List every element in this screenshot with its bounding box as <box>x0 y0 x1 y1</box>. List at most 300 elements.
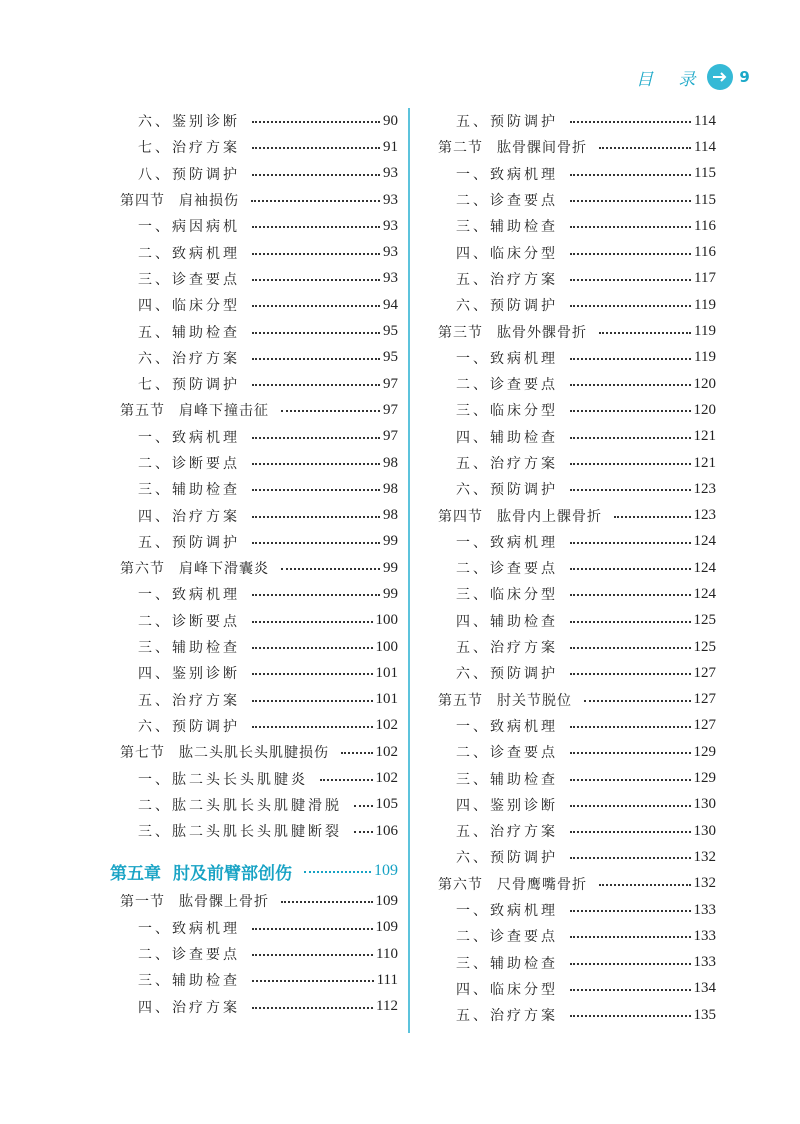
toc-entry-page: 93 <box>383 217 398 234</box>
toc-entry-page: 116 <box>694 244 716 261</box>
toc-entry-label: 一、致病机理 <box>138 587 240 604</box>
toc-item-entry[interactable] <box>110 108 398 134</box>
toc-entry-label: 二、致病机理 <box>138 245 240 262</box>
toc-entry-label: 三、辅助检查 <box>138 482 240 499</box>
toc-entry-number: 第三节 <box>438 324 483 341</box>
toc-entry-title: 肱骨内上髁骨折 <box>497 508 602 525</box>
toc-entry-label: 四、临床分型 <box>138 298 240 315</box>
toc-entry-page: 117 <box>694 270 716 287</box>
toc-item-entry[interactable] <box>428 950 716 976</box>
toc-entry-page: 134 <box>693 980 716 997</box>
dot-leader <box>570 910 691 912</box>
dot-leader <box>570 358 691 360</box>
toc-entry-page: 133 <box>693 927 716 944</box>
toc-entry-title: 肱骨髁上骨折 <box>179 894 269 911</box>
toc-entry-label: 六、预防调护 <box>456 850 558 867</box>
toc-entry-number: 第六节 <box>438 876 483 893</box>
toc-entry-label <box>438 137 587 157</box>
toc-entry-title: 肱骨外髁骨折 <box>497 324 587 341</box>
toc-entry-page: 90 <box>383 112 398 129</box>
toc-entry-title: 肘关节脱位 <box>497 692 572 709</box>
dot-leader <box>252 980 374 982</box>
toc-entry-page: 120 <box>693 401 716 418</box>
toc-item-entry[interactable] <box>428 634 716 660</box>
toc-item-entry[interactable] <box>110 792 398 818</box>
toc-entry-page: 123 <box>693 507 716 524</box>
toc-entry-label: 一、致病机理 <box>456 718 558 735</box>
toc-entry-label <box>120 400 269 420</box>
arrow-right-icon <box>707 64 733 90</box>
dot-leader <box>252 489 380 491</box>
toc-section-entry[interactable] <box>110 397 398 423</box>
toc-entry-page: 125 <box>693 638 716 655</box>
dot-leader <box>252 647 373 649</box>
dot-leader <box>599 147 691 149</box>
dot-leader <box>281 901 373 903</box>
toc-entry-label: 二、诊查要点 <box>456 929 558 946</box>
dot-leader <box>570 410 691 412</box>
dot-leader <box>570 305 691 307</box>
toc-entry-page: 109 <box>375 892 398 909</box>
toc-item-entry[interactable] <box>428 529 716 555</box>
toc-entry-page: 93 <box>383 244 398 261</box>
toc-entry-label <box>120 891 269 911</box>
toc-entry-page: 100 <box>375 612 398 629</box>
toc-entry-label: 四、辅助检查 <box>456 429 558 446</box>
dot-leader <box>252 174 380 176</box>
toc-item-entry[interactable] <box>110 213 398 239</box>
toc-entry-label: 三、临床分型 <box>456 587 558 604</box>
toc-entry-label <box>120 742 329 762</box>
toc-section-entry[interactable] <box>110 888 398 914</box>
dot-leader <box>599 332 691 334</box>
toc-entry-page: 127 <box>693 691 716 708</box>
dot-leader <box>570 174 691 176</box>
toc-entry-page: 130 <box>693 822 716 839</box>
toc-entry-label: 五、治疗方案 <box>456 456 558 472</box>
toc-item-entry[interactable] <box>110 687 398 713</box>
toc-entry-label <box>438 322 587 342</box>
dot-leader <box>570 963 691 965</box>
toc-right-column <box>428 108 716 1028</box>
toc-item-entry[interactable] <box>428 424 716 450</box>
dot-leader <box>570 805 691 807</box>
toc-entry-page: 130 <box>693 796 716 813</box>
toc-entry-page: 98 <box>383 480 398 497</box>
toc-entry-label: 五、治疗方案 <box>138 692 240 709</box>
toc-entry-page: 98 <box>383 507 398 524</box>
toc-entry-number: 第四节 <box>438 508 483 525</box>
toc-item-entry[interactable] <box>428 397 716 423</box>
toc-entry-page: 111 <box>376 971 398 988</box>
toc-item-entry[interactable] <box>110 765 398 791</box>
toc-entry-page: 97 <box>383 401 398 418</box>
toc-item-entry[interactable] <box>428 555 716 581</box>
toc-entry-label: 六、预防调护 <box>456 298 558 315</box>
dot-leader <box>341 752 373 754</box>
toc-entry-page: 124 <box>693 533 716 550</box>
dot-leader <box>570 726 691 728</box>
toc-entry-label: 六、预防调护 <box>138 718 240 735</box>
dot-leader <box>252 1007 373 1009</box>
toc-entry-number: 第五节 <box>438 692 483 709</box>
toc-item-entry[interactable] <box>428 187 716 213</box>
toc-entry-title: 肱二头肌长头肌腱损伤 <box>179 745 329 762</box>
toc-entry-page: 94 <box>383 296 398 313</box>
toc-item-entry[interactable] <box>110 371 398 397</box>
toc-entry-page: 114 <box>694 138 716 155</box>
dot-leader <box>570 200 691 202</box>
dot-leader <box>570 384 691 386</box>
dot-leader <box>570 594 691 596</box>
toc-entry-page: 99 <box>383 585 398 602</box>
toc-entry-label <box>120 558 269 578</box>
dot-leader <box>252 279 380 281</box>
toc-entry-label: 四、辅助检查 <box>456 613 558 630</box>
dot-leader <box>304 871 371 873</box>
dot-leader <box>570 121 691 123</box>
toc-entry-page: 100 <box>375 638 398 655</box>
toc-item-entry[interactable] <box>428 292 716 318</box>
toc-entry-title: 肘及前臂部创伤 <box>173 863 292 884</box>
toc-item-entry[interactable] <box>428 660 716 686</box>
toc-entry-label: 三、辅助检查 <box>138 973 240 990</box>
toc-entry-number: 第一节 <box>120 894 165 911</box>
dot-leader <box>252 305 380 307</box>
dot-leader <box>570 752 691 754</box>
toc-entry-label: 五、治疗方案 <box>456 640 558 657</box>
toc-entry-page: 115 <box>694 165 716 182</box>
toc-item-entry[interactable] <box>428 765 716 791</box>
dot-leader <box>251 200 380 202</box>
toc-entry-number: 第二节 <box>438 140 483 157</box>
toc-entry-label: 三、肱二头肌长头肌腱断裂 <box>138 824 342 841</box>
toc-entry-page: 115 <box>694 191 716 208</box>
dot-leader <box>570 1015 691 1017</box>
toc-entry-page: 133 <box>693 954 716 971</box>
toc-entry-label: 一、病因病机 <box>138 219 240 236</box>
toc-entry-number: 第四节 <box>120 193 165 210</box>
dot-leader <box>570 647 691 649</box>
toc-entry-page: 91 <box>383 138 398 155</box>
toc-entry-label: 六、预防调护 <box>456 666 558 683</box>
toc-entry-label: 一、肱二头长头肌腱炎 <box>138 771 308 788</box>
dot-leader <box>252 542 380 544</box>
toc-item-entry[interactable] <box>110 450 398 476</box>
toc-entry-page: 127 <box>693 664 716 681</box>
toc-item-entry[interactable] <box>428 108 716 134</box>
toc-entry-page: 102 <box>375 717 398 734</box>
toc-item-entry[interactable] <box>110 660 398 686</box>
toc-entry-number: 第五章 <box>110 863 161 884</box>
toc-entry-page: 97 <box>383 428 398 445</box>
toc-entry-label: 二、诊查要点 <box>456 193 558 210</box>
toc-section-entry[interactable] <box>110 739 398 765</box>
toc-entry-page: 102 <box>375 743 398 760</box>
toc-entry-page: 93 <box>383 270 398 287</box>
toc-entry-label: 五、治疗方案 <box>456 1008 558 1025</box>
dot-leader <box>252 384 380 386</box>
toc-entry-label: 二、诊查要点 <box>456 561 558 578</box>
column-divider <box>408 108 410 1033</box>
dot-leader <box>354 805 373 807</box>
dot-leader <box>281 568 380 570</box>
dot-leader <box>252 621 373 623</box>
toc-item-entry[interactable] <box>110 967 398 993</box>
toc-entry-label: 一、致病机理 <box>138 920 240 937</box>
toc-entry-page: 114 <box>694 112 716 129</box>
toc-entry-label: 二、诊查要点 <box>138 947 240 964</box>
toc-entry-page: 95 <box>383 323 398 340</box>
toc-entry-page: 133 <box>693 901 716 918</box>
dot-leader <box>570 463 691 465</box>
toc-entry-page: 116 <box>694 217 716 234</box>
toc-entry-page: 129 <box>693 770 716 787</box>
toc-item-entry[interactable] <box>110 424 398 450</box>
toc-entry-label: 六、鉴别诊断 <box>138 114 240 131</box>
header-title: 目 录 <box>636 69 706 90</box>
toc-entry-label: 二、诊查要点 <box>456 377 558 394</box>
toc-entry-page: 127 <box>693 717 716 734</box>
toc-entry-title: 肩峰下撞击征 <box>179 403 269 420</box>
toc-item-entry[interactable] <box>428 581 716 607</box>
dot-leader <box>252 594 380 596</box>
toc-item-entry[interactable] <box>428 976 716 1002</box>
dot-leader <box>570 542 691 544</box>
toc-entry-page: 95 <box>383 349 398 366</box>
dot-leader <box>252 253 380 255</box>
toc-entry-label <box>438 506 602 526</box>
dot-leader <box>570 989 691 991</box>
toc-section-entry[interactable] <box>428 134 716 160</box>
toc-item-entry[interactable] <box>428 345 716 371</box>
toc-entry-page: 109 <box>375 919 398 936</box>
dot-leader <box>281 410 380 412</box>
toc-item-entry[interactable] <box>110 345 398 371</box>
toc-item-entry[interactable] <box>110 476 398 502</box>
toc-entry-label: 三、辅助检查 <box>456 219 558 236</box>
toc-item-entry[interactable] <box>428 476 716 502</box>
toc-item-entry[interactable] <box>110 941 398 967</box>
toc-entry-page: 129 <box>693 743 716 760</box>
toc-entry-label: 四、鉴别诊断 <box>138 666 240 683</box>
toc-entry-number: 第六节 <box>120 561 165 578</box>
toc-entry-page: 93 <box>383 191 398 208</box>
toc-item-entry[interactable] <box>428 450 716 476</box>
toc-section-entry[interactable] <box>110 187 398 213</box>
toc-item-entry[interactable] <box>110 292 398 318</box>
toc-chapter-entry[interactable] <box>110 854 398 888</box>
toc-item-entry[interactable] <box>428 371 716 397</box>
toc-item-entry[interactable] <box>110 994 398 1020</box>
dot-leader <box>252 516 380 518</box>
toc-item-entry[interactable] <box>428 818 716 844</box>
toc-item-entry[interactable] <box>110 134 398 160</box>
toc-entry-label: 二、诊查要点 <box>456 745 558 762</box>
toc-entry-page: 101 <box>375 691 398 708</box>
toc-item-entry[interactable] <box>428 161 716 187</box>
toc-entry-page: 105 <box>375 796 398 813</box>
toc-entry-page: 120 <box>693 375 716 392</box>
dot-leader <box>570 279 691 281</box>
toc-item-entry[interactable] <box>110 161 398 187</box>
toc-entry-title: 肩峰下滑囊炎 <box>179 561 269 578</box>
dot-leader <box>570 621 691 623</box>
toc-entry-label: 四、临床分型 <box>456 245 558 262</box>
dot-leader <box>252 121 380 123</box>
toc-entry-page: 112 <box>376 998 398 1015</box>
toc-entry-number: 第五节 <box>120 403 165 420</box>
toc-entry-label: 八、预防调护 <box>138 166 240 183</box>
toc-entry-page: 110 <box>376 945 398 962</box>
toc-entry-page: 119 <box>694 323 716 340</box>
dot-leader <box>252 673 373 675</box>
toc-entry-label: 六、预防调护 <box>456 482 558 499</box>
toc-entry-page: 132 <box>693 875 716 892</box>
dot-leader <box>570 437 691 439</box>
toc-item-entry[interactable] <box>110 318 398 344</box>
toc-item-entry[interactable] <box>428 213 716 239</box>
toc-entry-page: 93 <box>383 165 398 182</box>
dot-leader <box>570 779 691 781</box>
dot-leader <box>584 700 691 702</box>
toc-entry-label: 二、肱二头肌长头肌腱滑脱 <box>138 797 342 814</box>
dot-leader <box>252 928 373 930</box>
dot-leader <box>252 358 380 360</box>
toc-entry-page: 121 <box>693 428 716 445</box>
toc-entry-label: 二、诊断要点 <box>138 456 240 472</box>
dot-leader <box>320 779 373 781</box>
toc-entry-page: 121 <box>693 454 716 471</box>
toc-entry-page: 101 <box>375 664 398 681</box>
toc-entry-label: 三、诊查要点 <box>138 271 240 288</box>
toc-entry-title: 尺骨鹰嘴骨折 <box>497 876 587 893</box>
dot-leader <box>570 673 691 675</box>
dot-leader <box>570 568 691 570</box>
toc-entry-label: 五、预防调护 <box>456 114 558 131</box>
toc-item-entry[interactable] <box>428 739 716 765</box>
toc-entry-page: 119 <box>694 296 716 313</box>
toc-item-entry[interactable] <box>110 608 398 634</box>
toc-entry-label: 一、致病机理 <box>456 166 558 183</box>
toc-entry-page: 109 <box>374 862 398 880</box>
dot-leader <box>252 147 380 149</box>
dot-leader <box>570 936 691 938</box>
toc-entry-number: 第七节 <box>120 745 165 762</box>
dot-leader <box>570 831 691 833</box>
toc-entry-label: 三、临床分型 <box>456 403 558 420</box>
toc-entry-label: 四、治疗方案 <box>138 508 240 525</box>
dot-leader <box>614 516 691 518</box>
toc-item-entry[interactable] <box>428 239 716 265</box>
toc-item-entry[interactable] <box>110 239 398 265</box>
toc-entry-page: 102 <box>375 770 398 787</box>
dot-leader <box>570 489 691 491</box>
toc-item-entry[interactable] <box>428 897 716 923</box>
toc-item-entry[interactable] <box>428 923 716 949</box>
toc-entry-page: 125 <box>693 612 716 629</box>
toc-section-entry[interactable] <box>428 871 716 897</box>
toc-entry-page: 98 <box>383 454 398 471</box>
dot-leader <box>599 884 691 886</box>
dot-leader <box>252 954 373 956</box>
toc-entry-label: 四、鉴别诊断 <box>456 797 558 814</box>
toc-item-entry[interactable] <box>428 1002 716 1028</box>
toc-section-entry[interactable] <box>428 687 716 713</box>
toc-section-entry[interactable] <box>428 318 716 344</box>
toc-entry-label: 一、致病机理 <box>456 534 558 551</box>
toc-item-entry[interactable] <box>428 713 716 739</box>
toc-item-entry[interactable] <box>110 634 398 660</box>
page-header <box>636 64 750 90</box>
dot-leader <box>252 700 373 702</box>
toc-item-entry[interactable] <box>110 502 398 528</box>
toc-entry-label: 五、辅助检查 <box>138 324 240 341</box>
toc-entry-page: 97 <box>383 375 398 392</box>
toc-item-entry[interactable] <box>110 266 398 292</box>
toc-entry-label: 五、预防调护 <box>138 534 240 551</box>
toc-item-entry[interactable] <box>110 713 398 739</box>
toc-entry-label: 五、治疗方案 <box>456 271 558 288</box>
dot-leader <box>252 226 380 228</box>
toc-item-entry[interactable] <box>110 915 398 941</box>
dot-leader <box>570 857 691 859</box>
dot-leader <box>570 253 691 255</box>
toc-entry-label: 七、治疗方案 <box>138 140 240 157</box>
toc-entry-label <box>110 859 292 884</box>
toc-section-entry[interactable] <box>110 555 398 581</box>
toc-entry-page: 99 <box>383 533 398 550</box>
toc-entry-page: 132 <box>693 848 716 865</box>
toc-entry-label: 三、辅助检查 <box>456 955 558 972</box>
toc-item-entry[interactable] <box>110 529 398 555</box>
toc-item-entry[interactable] <box>428 792 716 818</box>
toc-entry-page: 106 <box>375 822 398 839</box>
toc-entry-page: 119 <box>694 349 716 366</box>
dot-leader <box>252 726 373 728</box>
toc-entry-label <box>438 874 587 894</box>
toc-entry-title: 肩袖损伤 <box>179 193 239 210</box>
dot-leader <box>354 831 373 833</box>
toc-entry-page: 124 <box>693 585 716 602</box>
toc-entry-label: 二、诊断要点 <box>138 613 240 630</box>
dot-leader <box>252 463 380 465</box>
toc-section-entry[interactable] <box>428 502 716 528</box>
dot-leader <box>570 226 691 228</box>
toc-entry-page: 99 <box>383 559 398 576</box>
toc-left-column <box>110 108 398 1020</box>
toc-entry-title: 肱骨髁间骨折 <box>497 140 587 157</box>
toc-item-entry[interactable] <box>110 581 398 607</box>
toc-entry-label: 六、治疗方案 <box>138 350 240 367</box>
toc-entry-label: 五、治疗方案 <box>456 824 558 841</box>
dot-leader <box>252 332 380 334</box>
toc-entry-label: 一、致病机理 <box>456 350 558 367</box>
toc-item-entry[interactable] <box>428 608 716 634</box>
toc-entry-label: 四、治疗方案 <box>138 999 240 1016</box>
toc-entry-label: 三、辅助检查 <box>138 640 240 657</box>
toc-item-entry[interactable] <box>428 844 716 870</box>
toc-item-entry[interactable] <box>110 818 398 844</box>
dot-leader <box>252 437 380 439</box>
header-page-number: 9 <box>739 68 750 86</box>
toc-entry-page: 123 <box>693 480 716 497</box>
toc-entry-label: 一、致病机理 <box>456 903 558 920</box>
toc-entry-label: 七、预防调护 <box>138 377 240 394</box>
toc-entry-label: 一、致病机理 <box>138 429 240 446</box>
toc-item-entry[interactable] <box>428 266 716 292</box>
toc-entry-label: 四、临床分型 <box>456 981 558 998</box>
